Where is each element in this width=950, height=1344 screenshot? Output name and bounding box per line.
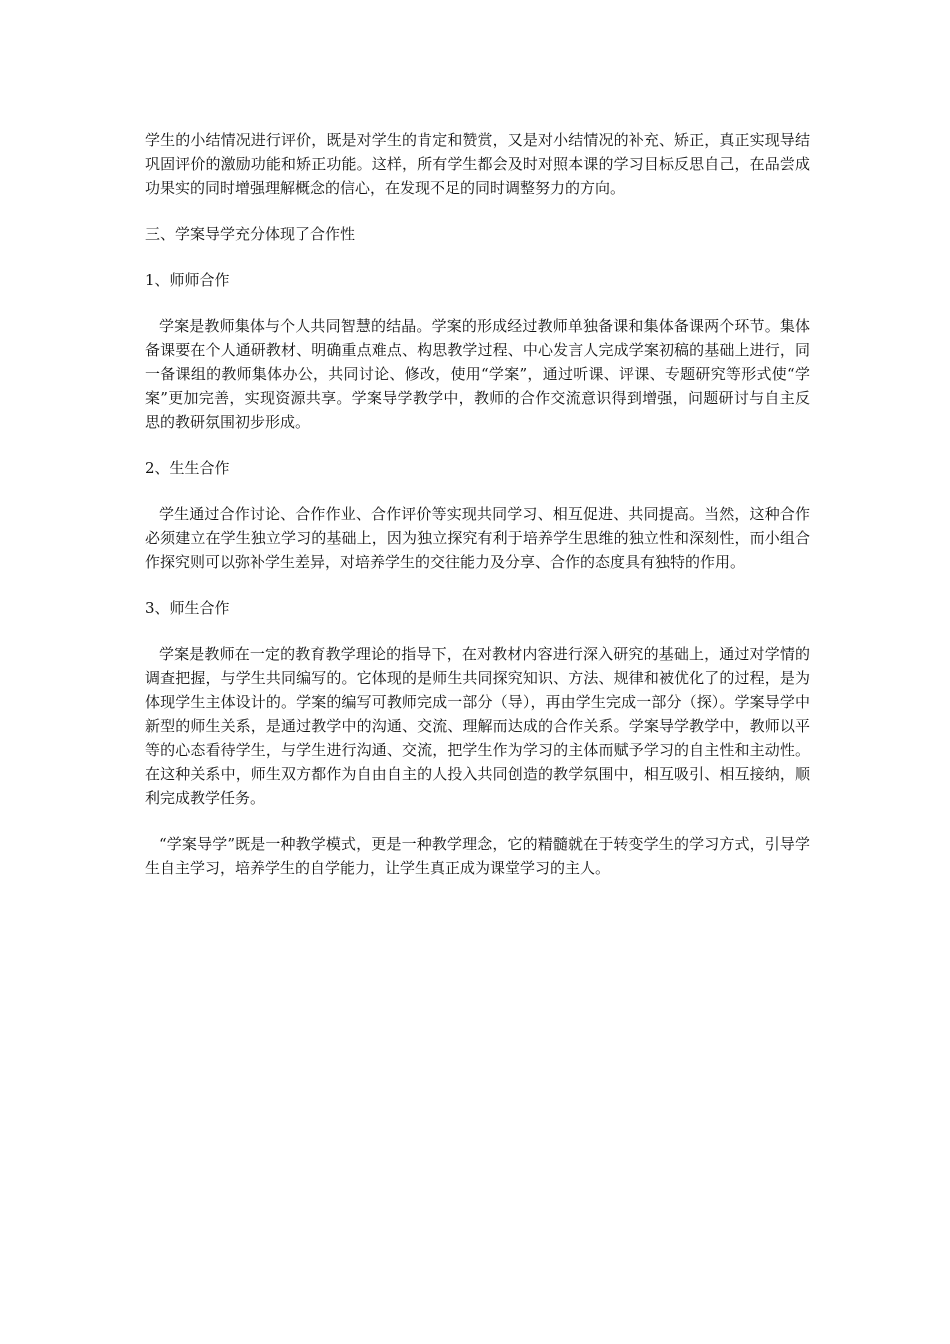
paragraph-teacher-teacher: 学案是教师集体与个人共同智慧的结晶。学案的形成经过教师单独备课和集体备课两个环节。集体备课要在个人通研教材、明确重点难点、构思教学过程、中心发言人完成学案初稿的基础上进行，同一备课组的教师集体办公，共同讨论、修改，使用“学案”，通过听课、评课、专题研究等形式使“学案”更加完善，实现资源共享。学案导学教学中，教师的合作交流意识得到增强，问题研讨与自主反思的教研氛围初步形成。	[145, 317, 810, 431]
subheading-teacher-teacher: 1、师师合作	[145, 271, 230, 289]
subheading-teacher-student: 3、师生合作	[145, 599, 230, 617]
paragraph-intro: 学生的小结情况进行评价，既是对学生的肯定和赞赏，又是对小结情况的补充、矫正，真正实现导结巩固评价的激励功能和矫正功能。这样，所有学生都会及时对照本课的学习目标反思自己，在品尝成功果实的同时增强理解概念的信心，在发现不足的同时调整努力的方向。	[145, 131, 810, 197]
paragraph-student-student: 学生通过合作讨论、合作作业、合作评价等实现共同学习、相互促进、共同提高。当然，这种合作必须建立在学生独立学习的基础上，因为独立探究有利于培养学生思维的独立性和深刻性，而小组合作探究则可以弥补学生差异，对培养学生的交往能力及分享、合作的态度具有独特的作用。	[145, 505, 810, 571]
paragraph-teacher-student: 学案是教师在一定的教育教学理论的指导下，在对教材内容进行深入研究的基础上，通过对学情的调查把握，与学生共同编写的。它体现的是师生共同探究知识、方法、规律和被优化了的过程，是为体现学生主体设计的。学案的编写可教师完成一部分（导），再由学生完成一部分（探）。学案导学中新型的师生关系，是通过教学中的沟通、交流、理解而达成的合作关系。学案导学教学中，教师以平等的心态看待学生，与学生进行沟通、交流，把学生作为学习的主体而赋予学习的自主性和主动性。在这种关系中，师生双方都作为自由自主的人投入共同创造的教学氛围中，相互吸引、相互接纳，顺利完成教学任务。	[145, 645, 810, 807]
document-body	[145, 128, 810, 902]
subheading-student-student: 2、生生合作	[145, 459, 230, 477]
paragraph-conclusion: “学案导学”既是一种教学模式，更是一种教学理念，它的精髓就在于转变学生的学习方式，引导学生自主学习，培养学生的自学能力，让学生真正成为课堂学习的主人。	[145, 835, 810, 877]
section-heading-cooperation: 三、学案导学充分体现了合作性	[145, 225, 356, 243]
